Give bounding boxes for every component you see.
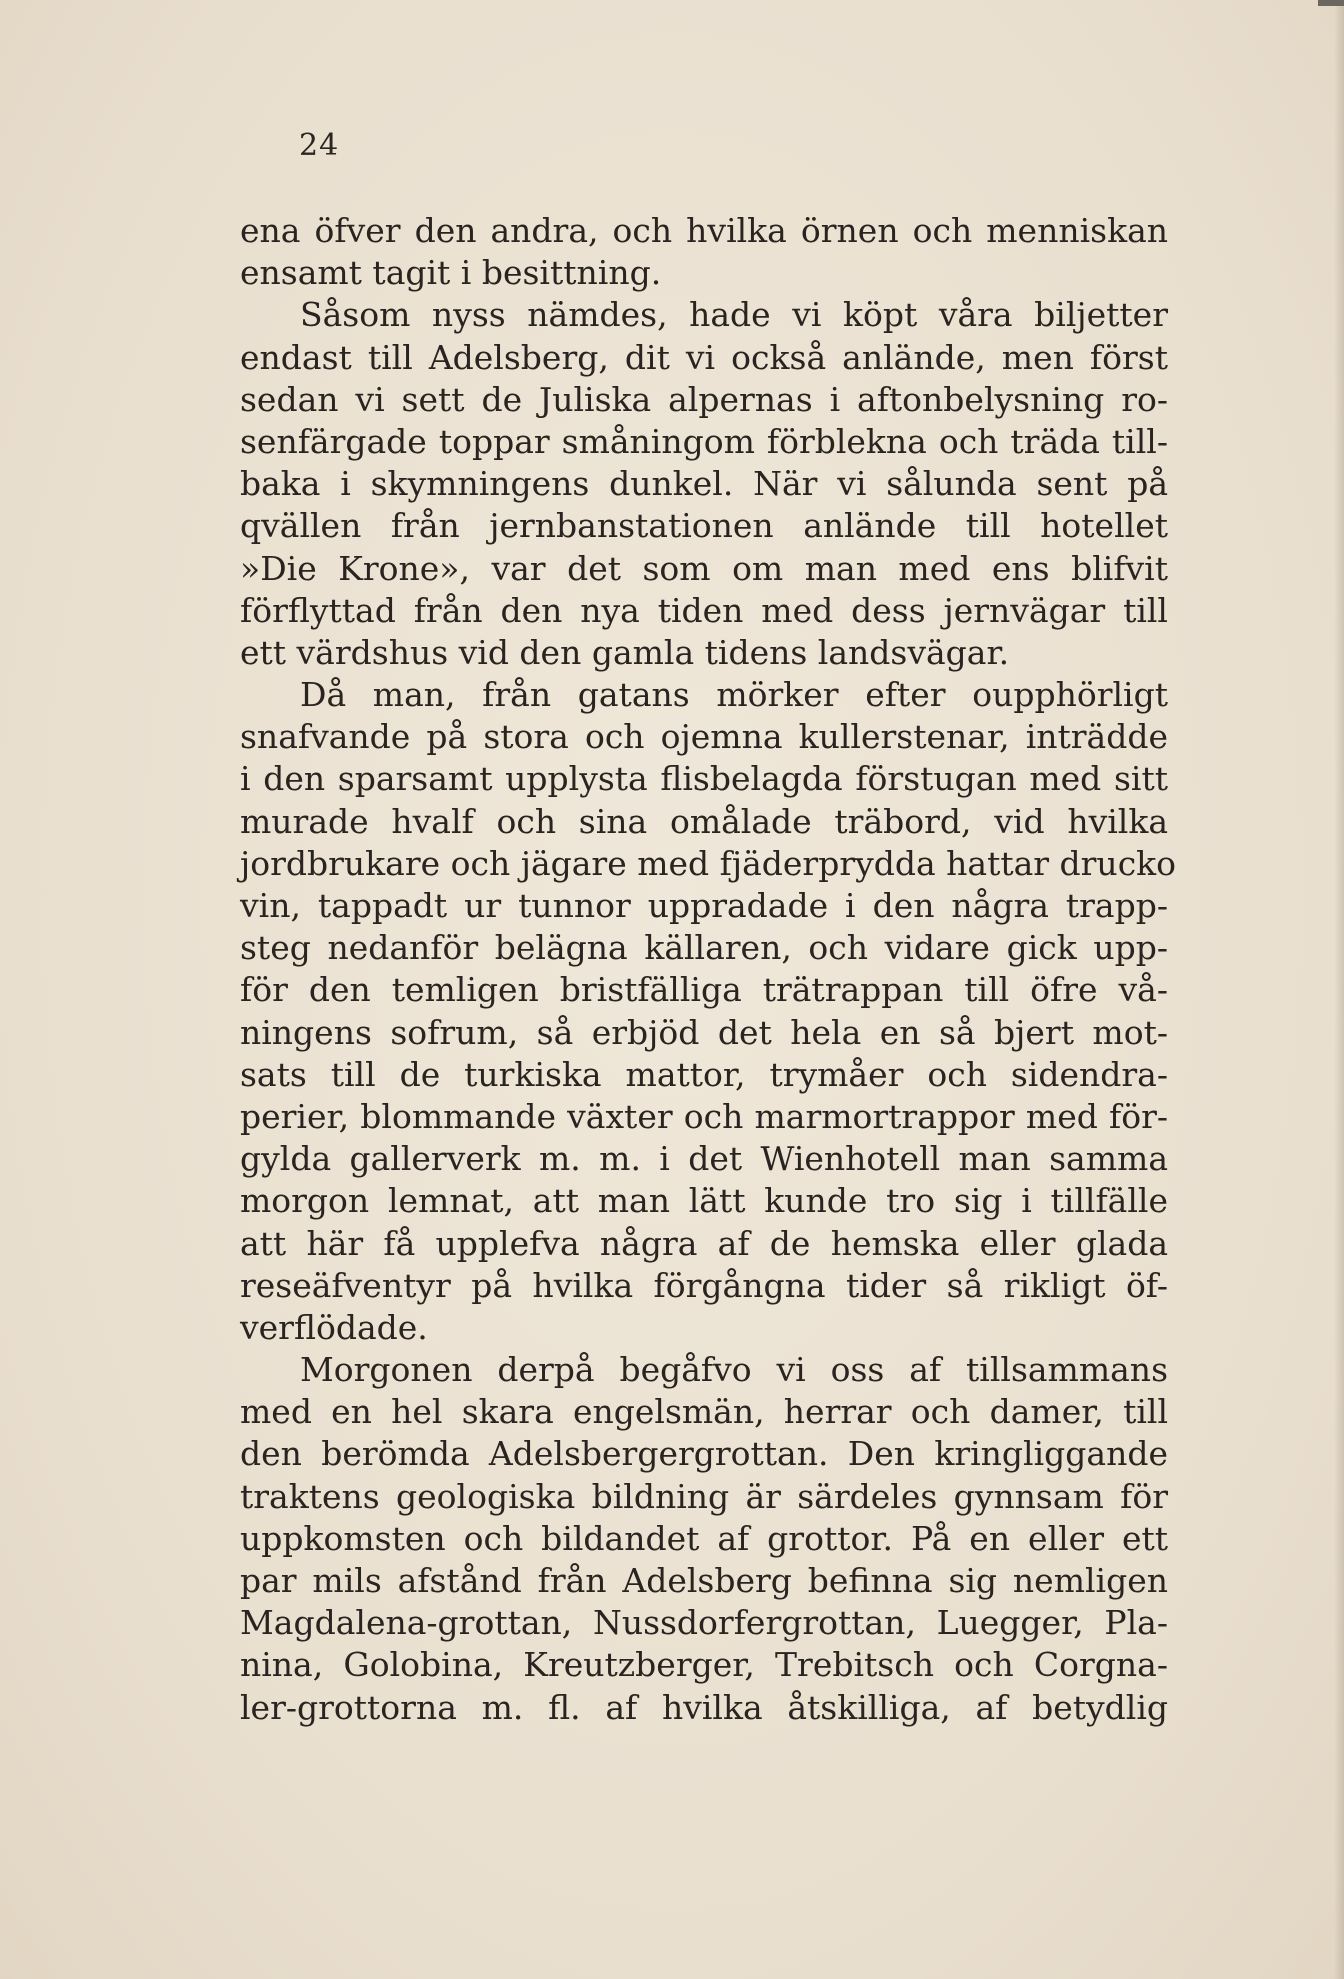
text-line: förflyttad från den nya tiden med dess jernvägar till — [240, 590, 1168, 630]
text-line: nina, Golobina, Kreutzberger, Trebitsch och Corgna- — [240, 1645, 1168, 1685]
text-line: senfärgade toppar småningom förblekna och träda till- — [240, 421, 1168, 461]
text-line: sats till de turkiska mattor, trymåer och sidendra- — [240, 1054, 1168, 1094]
text-line: den berömda Adelsbergergrottan. Den kringliggande — [240, 1434, 1168, 1474]
text-line: endast till Adelsberg, dit vi också anlände, men först — [240, 337, 1168, 377]
text-line: jordbrukare och jägare med fjäderprydda hattar drucko — [240, 843, 1177, 883]
text-line: snafvande på stora och ojemna kullerstenar, inträdde — [240, 717, 1168, 757]
text-line: vin, tappadt ur tunnor uppradade i den några trapp- — [240, 886, 1168, 925]
text-line: murade hvalf och sina omålade träbord, vid hvilka — [240, 801, 1168, 841]
text-line: med en hel skara engelsmän, herrar och damer, till — [240, 1392, 1168, 1432]
page-edge-shadow — [1334, 0, 1344, 1979]
text-line: reseäfventyr på hvilka förgångna tider så rikligt öf- — [240, 1265, 1168, 1305]
text-line: sedan vi sett de Juliska alpernas i aftonbelysning ro- — [240, 379, 1168, 419]
text-line: gylda gallerverk m. m. i det Wienhotell man samma — [240, 1139, 1168, 1179]
text-line: qvällen från jernbanstationen anlände till hotellet — [240, 506, 1168, 546]
text-line: »Die Krone», var det som om man med ens blifvit — [240, 548, 1168, 588]
text-line: uppkomsten och bildandet af grottor. På en eller ett — [240, 1518, 1168, 1558]
text-line: baka i skymningens dunkel. När vi sålunda sent på — [240, 464, 1168, 504]
text-line: perier, blommande växter och marmortrappor med för- — [240, 1096, 1168, 1136]
text-line: verflödade. — [240, 1307, 428, 1347]
page-corner-mark — [1318, 0, 1344, 6]
text-line: Morgonen derpå begåfvo vi oss af tillsammans — [300, 1350, 1168, 1390]
text-line: Såsom nyss nämdes, hade vi köpt våra biljetter — [300, 295, 1168, 335]
text-line: par mils afstånd från Adelsberg befinna sig nemligen — [240, 1561, 1168, 1600]
text-line: för den temligen bristfälliga trätrappan till öfre vå- — [240, 970, 1168, 1010]
text-line: att här få upplefva några af de hemska eller glada — [240, 1223, 1168, 1263]
text-line: ningens sofrum, så erbjöd det hela en så bjert mot- — [240, 1012, 1168, 1052]
body-text — [240, 210, 1177, 1729]
text-line: traktens geologiska bildning är särdeles gynnsam för — [240, 1476, 1168, 1516]
text-line: ensamt tagit i besittning. — [240, 253, 662, 293]
text-line: morgon lemnat, att man lätt kunde tro sig i tillfälle — [240, 1181, 1168, 1221]
text-line: Då man, från gatans mörker efter oupphörligt — [300, 675, 1168, 715]
page-number: 24 — [299, 128, 340, 163]
text-line: steg nedanför belägna källaren, och vidare gick upp- — [240, 928, 1168, 968]
text-line: Magdalena-grottan, Nussdorfergrottan, Luegger, Pla- — [240, 1603, 1168, 1643]
text-line: ena öfver den andra, och hvilka örnen och menniskan — [240, 211, 1168, 250]
text-line: ler-grottorna m. fl. af hvilka åtskilliga, af betydlig — [240, 1687, 1168, 1727]
text-line: ett värdshus vid den gamla tidens landsvägar. — [240, 632, 1010, 672]
text-line: i den sparsamt upplysta flisbelagda förstugan med sitt — [240, 759, 1168, 799]
